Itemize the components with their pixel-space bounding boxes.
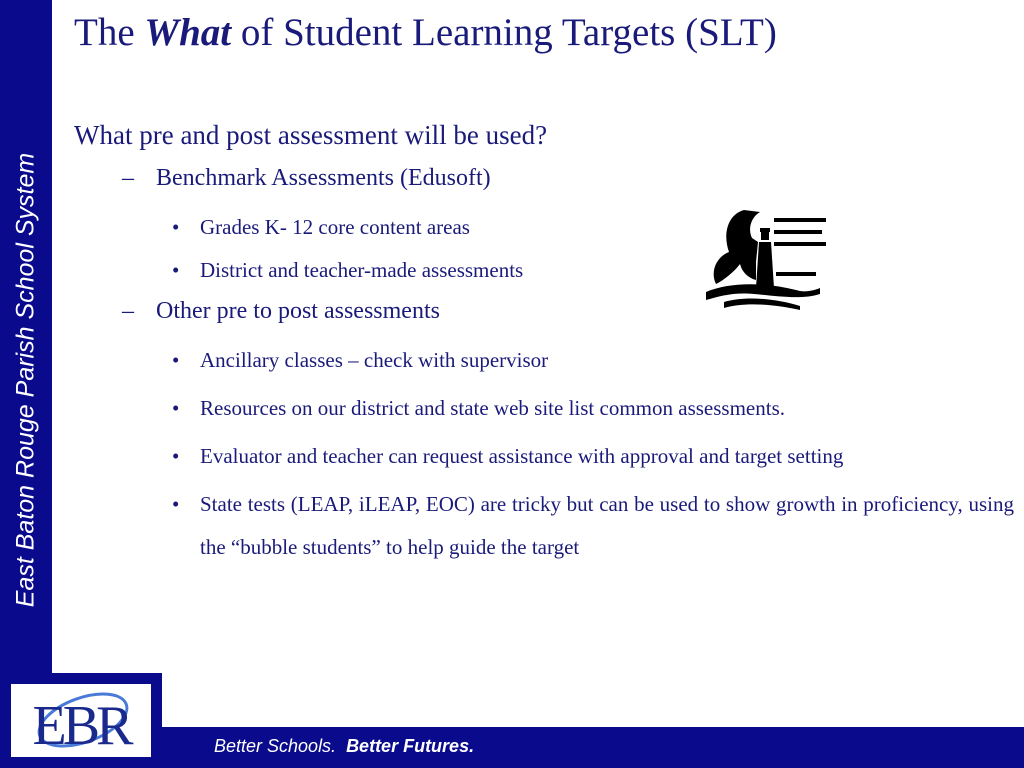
- list-item-text: State tests (LEAP, iLEAP, EOC) are tricky but can be used to show growth in proficiency, using the “bubble students” to help guide the target: [200, 492, 1014, 559]
- list-item-text: Grades K- 12 core content areas: [200, 215, 470, 239]
- bullet-icon: •: [172, 258, 180, 282]
- list-item: [74, 483, 1014, 569]
- main-question: What pre and post assessment will be used?: [74, 120, 548, 150]
- sidebar-bar: [0, 0, 52, 673]
- logo: [11, 684, 151, 757]
- slide-title: [74, 10, 777, 55]
- section-heading: [74, 165, 1014, 192]
- title-pre: The: [74, 11, 145, 54]
- dash-marker: –: [122, 165, 134, 191]
- lighthouse-icon: [704, 202, 826, 312]
- title-post: of Student Learning Targets (SLT): [231, 11, 777, 54]
- dash-marker: –: [122, 298, 134, 324]
- list-item-text: Resources on our district and state web site list common assessments.: [200, 396, 785, 420]
- tagline-part-1: Better Schools.: [214, 736, 337, 756]
- list-item-text: Evaluator and teacher can request assistance with approval and target setting: [200, 444, 844, 468]
- list-item: [74, 435, 1014, 478]
- bullet-icon: •: [172, 492, 180, 516]
- bullet-icon: •: [172, 444, 180, 468]
- bullet-icon: •: [172, 396, 180, 420]
- list-item: [74, 249, 1014, 292]
- section-heading-text: Benchmark Assessments (Edusoft): [156, 165, 491, 191]
- bullet-icon: •: [172, 348, 180, 372]
- title-emphasis: What: [144, 11, 232, 54]
- sidebar-label: East Baton Rouge Parish School System: [11, 152, 40, 608]
- list-item: [74, 339, 1014, 382]
- slide-content: [74, 120, 1014, 569]
- list-item: [74, 387, 1014, 430]
- list-item-text: District and teacher-made assessments: [200, 258, 524, 282]
- list-item-text: Ancillary classes – check with supervisor: [200, 348, 549, 372]
- section-heading-text: Other pre to post assessments: [156, 298, 440, 324]
- bullet-icon: •: [172, 215, 180, 239]
- logo-text: EBR: [32, 695, 130, 757]
- list-item: [74, 206, 1014, 249]
- tagline-part-2: Better Futures.: [346, 736, 475, 756]
- ebr-logo-icon: [11, 684, 151, 757]
- footer-tagline: [214, 736, 474, 757]
- section-heading: [74, 298, 1014, 325]
